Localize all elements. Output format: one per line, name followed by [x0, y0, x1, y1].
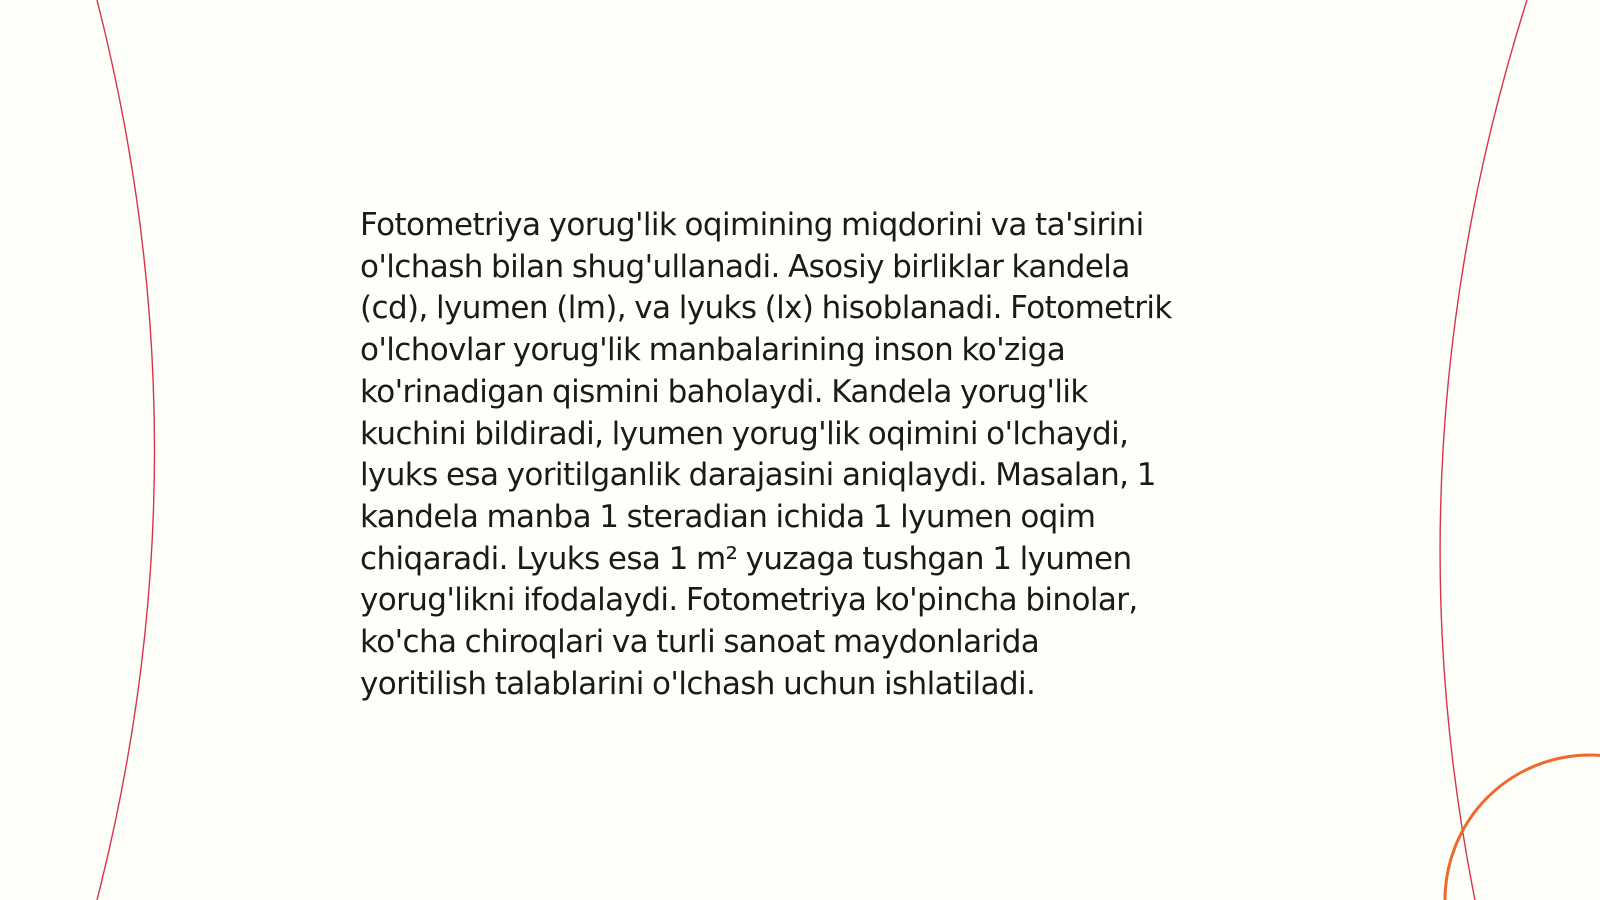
text-line: Fotometriya yorug'lik oqimining miqdorini va ta'sirini [360, 207, 1144, 243]
right-curve-line [1440, 0, 1527, 900]
body-text [360, 205, 1240, 705]
text-line: ko'rinadigan qismini baholaydi. Kandela yorug'lik [360, 373, 1088, 410]
left-curve-line [97, 0, 155, 900]
text-line: kandela manba 1 steradian ichida 1 lyumen oqim [360, 498, 1096, 535]
accent-arc [1445, 755, 1600, 900]
text-line: ko'cha chiroqlari va turli sanoat maydonlarida [360, 624, 1040, 661]
text-line: (cd), lyumen (lm), va lyuks (lx) hisoblanadi. Fotometrik [360, 290, 1172, 327]
text-line: kuchini bildiradi, lyumen yorug'lik oqimini o'lchaydi, [360, 415, 1129, 452]
text-line: o'lchash bilan shug'ullanadi. Asosiy birliklar kandela [360, 248, 1130, 285]
text-line: chiqaradi. Lyuks esa 1 m² yuzaga tushgan 1 lyumen [360, 540, 1132, 577]
text-line: yoritilish talablarini o'lchash uchun ishlatiladi. [360, 665, 1036, 702]
text-line: yorug'likni ifodalaydi. Fotometriya ko'pincha binolar, [360, 582, 1138, 619]
text-line: lyuks esa yoritilganlik darajasini aniqlaydi. Masalan, 1 [360, 457, 1156, 494]
text-line: o'lchovlar yorug'lik manbalarining inson ko'ziga [360, 332, 1066, 369]
